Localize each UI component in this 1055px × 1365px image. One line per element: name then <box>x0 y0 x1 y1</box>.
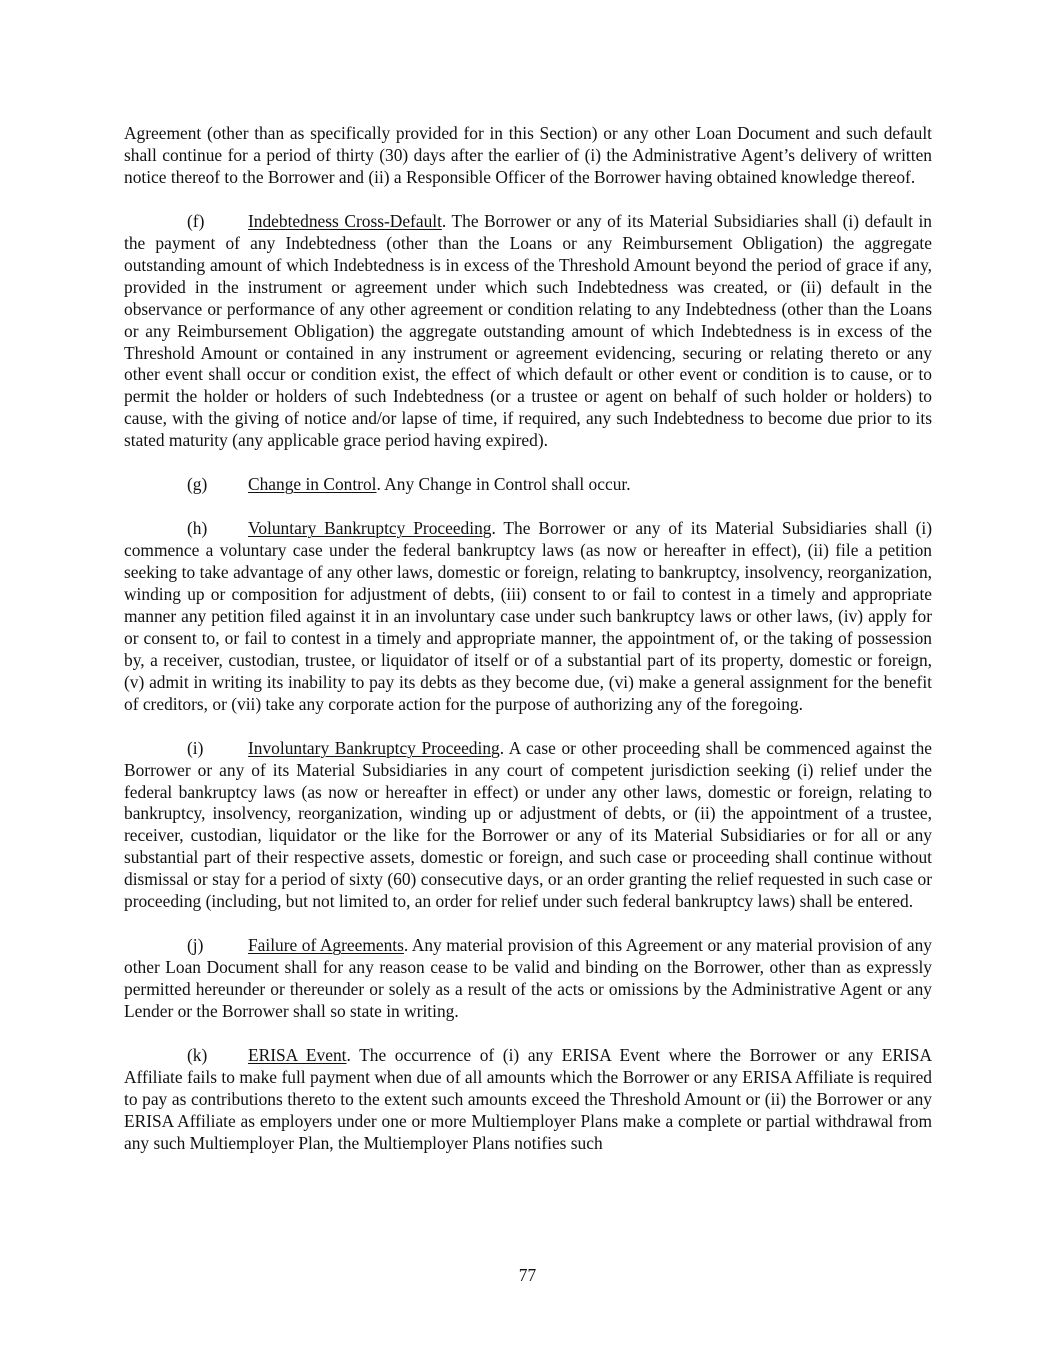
section-h <box>124 518 932 716</box>
section-i <box>124 738 932 914</box>
section-heading: ERISA Event <box>248 1044 347 1065</box>
section-heading: Involuntary Bankruptcy Proceeding <box>248 737 500 758</box>
section-j <box>124 935 932 1023</box>
section-body: . Any Change in Control shall occur. <box>376 474 631 495</box>
section-number: (i) <box>187 737 204 758</box>
section-heading: Indebtedness Cross-Default <box>248 210 442 231</box>
section-number: (g) <box>187 474 208 495</box>
continuation-paragraph: Agreement (other than as specifically provided for in this Section) or any other Loan Document and such default shall continue for a period of thirty (30) days after the earlier of (i) the Administrative Agent’s delivery of written notice thereof to the Borrower and (ii) a Responsible Officer of the Borrower having obtained knowledge thereof. <box>124 123 932 187</box>
section-number: (k) <box>187 1044 208 1065</box>
section-body: . The Borrower or any of its Material Subsidiaries shall (i) default in the payment of any Indebtedness (other than the Loans or any Reimbursement Obligation) the aggregate outstanding amount of which Indebtedness is in excess of the Threshold Amount beyond the period of grace if any, provided in the instrument or agreement under which such Indebtedness was created, or (ii) default in the observance or performance of any other agreement or condition relating to any Indebtedness (other than the Loans or any Reimbursement Obligation) the aggregate outstanding amount of which Indebtedness is in excess of the Threshold Amount or contained in any instrument or agreement evidencing, securing or relating thereto or any other event shall occur or condition exist, the effect of which default or other event or condition is to cause, or to permit the holder or holders of such Indebtedness (or a trustee or agent on behalf of such holder or holders) to cause, with the giving of notice and/or lapse of time, if required, any such Indebtedness to become due prior to its stated maturity (any applicable grace period having expired). <box>124 210 932 451</box>
section-f <box>124 211 932 452</box>
document-body <box>124 123 932 1155</box>
section-heading: Change in Control <box>248 474 377 495</box>
section-number: (h) <box>187 518 208 539</box>
section-heading: Voluntary Bankruptcy Proceeding <box>248 518 492 539</box>
section-k <box>124 1045 932 1155</box>
section-number: (f) <box>187 210 205 231</box>
section-body: . The occurrence of (i) any ERISA Event where the Borrower or any ERISA Affiliate fails to make full payment when due of all amounts which the Borrower or any ERISA Affiliate is required to pay as contributions thereto to the extent such amounts exceed the Threshold Amount or (ii) the Borrower or any ERISA Affiliate as employers under one or more Multiemployer Plans make a complete or partial withdrawal from any such Multiemployer Plan, the Multiemployer Plans notifies such <box>124 1044 933 1153</box>
section-number: (j) <box>187 935 204 956</box>
section-body: . The Borrower or any of its Material Subsidiaries shall (i) commence a voluntary case under the federal bankruptcy laws (as now or hereafter in effect), (ii) file a petition seeking to take advantage of any other laws, domestic or foreign, relating to bankruptcy, insolvency, reorganization, winding up or composition for adjustment of debts, (iii) consent to or fail to contest in a timely and appropriate manner any petition filed against it in an involuntary case under such bankruptcy laws or other laws, (iv) apply for or consent to, or fail to contest in a timely and appropriate manner, the appointment of, or the taking of possession by, a receiver, custodian, trustee, or liquidator of itself or of a substantial part of its property, domestic or foreign, (v) admit in writing its inability to pay its debts as they become due, (vi) make a general assignment for the benefit of creditors, or (vii) take any corporate action for the purpose of authorizing any of the foregoing. <box>124 518 932 714</box>
section-g <box>124 474 932 496</box>
section-body: . A case or other proceeding shall be commenced against the Borrower or any of its Material Subsidiaries in any court of competent jurisdiction seeking (i) relief under the federal bankruptcy laws (as now or hereafter in effect) or under any other laws, domestic or foreign, relating to bankruptcy, insolvency, reorganization, winding up or adjustment of debts, or (ii) the appointment of a trustee, receiver, custodian, liquidator or the like for the Borrower or any of its Material Subsidiaries or for all or any substantial part of their respective assets, domestic or foreign, and such case or proceeding shall continue without dismissal or stay for a period of sixty (60) consecutive days, or an order granting the relief requested in such case or proceeding (including, but not limited to, an order for relief under such federal bankruptcy laws) shall be entered. <box>124 737 932 912</box>
section-body: . Any material provision of this Agreement or any material provision of any other Loan Document shall for any reason cease to be valid and binding on the Borrower, other than as expressly permitted hereunder or thereunder or solely as a result of the acts or omissions by the Administrative Agent or any Lender or the Borrower shall so state in writing. <box>124 935 932 1022</box>
page-number: 77 <box>518 1265 537 1285</box>
section-heading: Failure of Agreements <box>248 935 404 956</box>
